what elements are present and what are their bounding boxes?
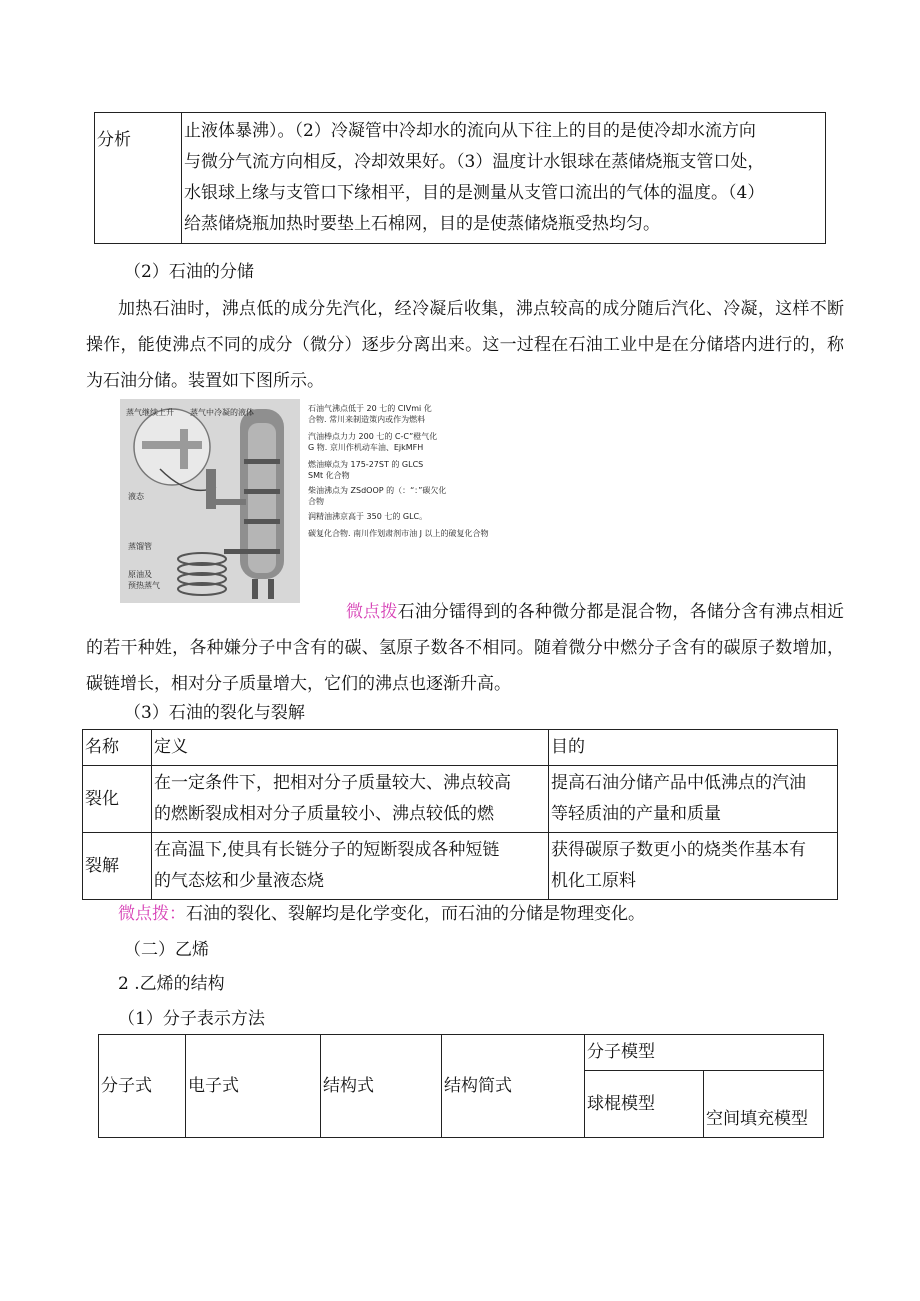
- analysis-line: 水银球上缘与支管口下缘相平，目的是测量从支管口流出的气体的温度。（4）: [184, 183, 765, 203]
- definition-line: 的燃断裂成相对分子质量较小、沸点较低的燃: [154, 804, 494, 824]
- distillation-tower-figure: [120, 399, 300, 603]
- col-molecular-model: 分子模型: [585, 1035, 824, 1071]
- col-condensed-formula: 结构简式: [442, 1035, 585, 1138]
- section2-heading: （2）石油的分储: [124, 262, 254, 282]
- purpose-line: 机化工原料: [551, 871, 636, 891]
- definition-line: 在一定条件下，把相对分子质量较大、沸点较高: [154, 773, 511, 793]
- figure-label: 蒸气继续上升: [126, 408, 174, 417]
- tip2-text: 石油的裂化、裂解均是化学变化，而石油的分储是物理变化。: [186, 904, 645, 924]
- tip1-text: 石油分镭得到的各种微分都是混合物，各储分含有沸点相近的若干种姓，各种嫌分子中含有的碳、氢原子数各不相同。随着微分中燃分子含有的碳原子数增加，碳链增长，相对分子质量增大，它们的沸点也逐渐升高。: [86, 602, 845, 694]
- fraction-label: 石油气沸点低于 20 七的 CIVmi 化合物. 常川来制造策内或作为燃料: [308, 404, 432, 424]
- purpose-line: 提高石油分储产品中低沸点的汽油: [551, 773, 806, 793]
- part2-heading: （二）乙烯: [124, 940, 209, 960]
- row-name: 裂解: [83, 833, 152, 900]
- figure-label: 预热蒸气: [128, 581, 160, 590]
- analysis-table: [94, 112, 826, 244]
- definition-line: 在高温下,使具有长链分子的短断裂成各种短链: [154, 840, 500, 860]
- col-header-purpose: 目的: [549, 730, 838, 766]
- figure-label: 蒸气中冷凝的液体: [190, 408, 254, 417]
- purpose-line: 获得碳原子数更小的烧类作基本有: [551, 840, 806, 860]
- row-definition: [152, 833, 549, 900]
- purpose-line: 等轻质油的产量和质量: [551, 804, 721, 824]
- row-purpose: [549, 766, 838, 833]
- col-space-filling-model: 空间填充模型: [704, 1071, 824, 1138]
- fraction-label: 汽油棒点力力 200 七的 C-C”橙气化 G 物. 京川作机动车油、EjkMFH: [308, 432, 438, 452]
- section3-heading: （3）石油的裂化与裂解: [124, 703, 305, 723]
- tip1-block: [86, 594, 844, 702]
- col-header-name: 名称: [83, 730, 152, 766]
- row-definition: [152, 766, 549, 833]
- part2-sub2: （1）分子表示方法: [118, 1009, 265, 1029]
- part2-sub: 2 .乙烯的结构: [118, 974, 225, 994]
- molecule-representation-table: [98, 1034, 824, 1138]
- row-name: 裂化: [83, 766, 152, 833]
- tip1-label: 微点拨: [346, 602, 398, 622]
- tip2-label: 微点拨：: [118, 904, 186, 924]
- fraction-label: 润精油沸京高于 350 七的 GLC。: [308, 512, 428, 521]
- tip2-block: [118, 898, 645, 930]
- col-structural-formula: 结构式: [321, 1035, 442, 1138]
- figure-label: 原油及: [128, 570, 152, 579]
- col-ball-stick-model: 球棍模型: [585, 1071, 704, 1138]
- col-molecular-formula: 分子式: [99, 1035, 186, 1138]
- analysis-line: 与微分气流方向相反，冷却效果好。（3）温度计水银球在蒸储烧瓶支管口处，: [184, 152, 765, 172]
- analysis-line: 给蒸储烧瓶加热时要垫上石棉网，目的是使蒸储烧瓶受热均匀。: [184, 214, 660, 234]
- definition-line: 的气态炫和少量液态烧: [154, 871, 324, 891]
- cracking-table: [82, 729, 838, 900]
- analysis-content: [182, 113, 826, 244]
- figure-fraction-labels: [308, 403, 588, 543]
- analysis-label: 分析: [95, 113, 182, 244]
- col-header-definition: 定义: [152, 730, 549, 766]
- fraction-label: 燃油瘴点为 175-27ST 的 GLCS SMt 化合物: [308, 460, 424, 480]
- analysis-line: 止液体暴沸）。（2）冷凝管中冷却水的流向从下往上的目的是使冷却水流方向: [184, 121, 756, 141]
- fraction-label: 柴油沸点为 ZSdOOP 的（：“：”碳欠化合物: [308, 486, 447, 506]
- col-electron-formula: 电子式: [186, 1035, 321, 1138]
- figure-label: 液态: [128, 492, 144, 501]
- figure-label: 蒸馏管: [128, 542, 152, 551]
- section2-paragraph: 加热石油时，沸点低的成分先汽化，经冷凝后收集，沸点较高的成分随后汽化、冷凝，这样不断操作，能使沸点不同的成分（微分）逐步分离出来。这一过程在石油工业中是在分储塔内进行的，称为石油分储。装置如下图所示。: [86, 299, 844, 391]
- fraction-label: 碳复化合物. 南川作划肃剂市油 J 以上的破复化合物: [308, 529, 489, 538]
- row-purpose: [549, 833, 838, 900]
